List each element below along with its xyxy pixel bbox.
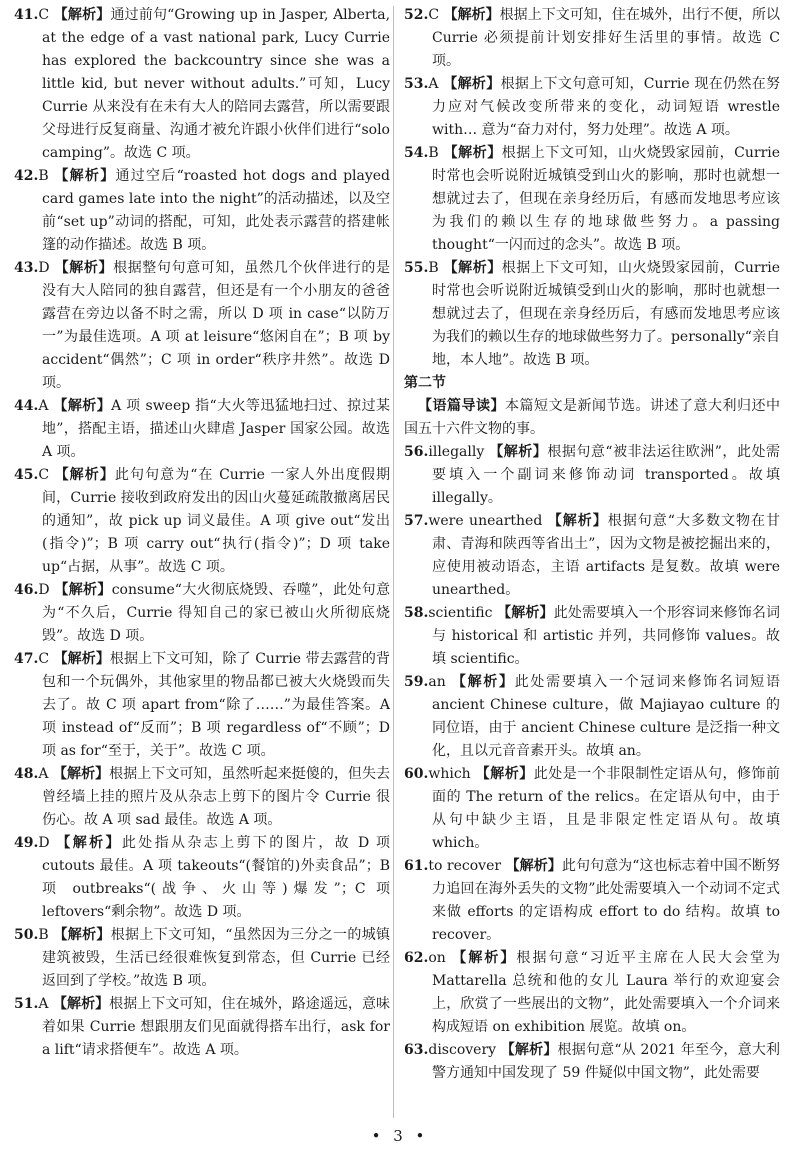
analysis-text: 根据句意“从 2021 年至今，意大利警方通知中国发现了 59 件疑似中国文物”，此处需要 bbox=[432, 1042, 781, 1081]
analysis-tag: 【解析】 bbox=[500, 1042, 558, 1058]
analysis-tag: 【解析】 bbox=[497, 605, 554, 621]
analysis-text: 根据句意“习近平主席在人民大会堂为 Mattarella 总统和他的女儿 Laura 举行的欢迎宴会上，欣赏了一些展出的文物”，此处需要填入一个介词来构成短语 on exhibition 展览。故填 on。 bbox=[432, 950, 781, 1035]
analysis-tag: 【解析】 bbox=[451, 674, 515, 690]
left-answer-list bbox=[14, 4, 390, 1062]
analysis-text: 根据上下文可知，住在城外，出行不便，所以 Currie 必须提前计划安排好生活里的事情。故选 C 项。 bbox=[432, 7, 781, 69]
answer-key: A bbox=[38, 766, 49, 782]
answer-item bbox=[404, 855, 780, 947]
answer-item bbox=[404, 142, 780, 257]
answer-key: C bbox=[38, 651, 50, 667]
question-number: 44. bbox=[14, 398, 39, 414]
answer-key: which bbox=[428, 766, 471, 782]
answer-item bbox=[404, 602, 780, 671]
answer-key: B bbox=[428, 260, 439, 276]
analysis-tag: 【解析】 bbox=[505, 858, 562, 874]
answer-key: D bbox=[38, 835, 50, 851]
right-column bbox=[404, 4, 780, 1085]
analysis-tag: 【解析】 bbox=[54, 467, 115, 483]
answer-item bbox=[14, 464, 390, 579]
answer-item bbox=[404, 671, 780, 763]
analysis-tag: 【解析】 bbox=[53, 398, 112, 414]
analysis-text: 根据上下文可知，住在城外，路途遥远，意味着如果 Currie 想跟朋友们见面就得搭车出行，ask for a lift“请求搭便车”。故选 A 项。 bbox=[42, 996, 391, 1058]
answer-key: B bbox=[428, 145, 439, 161]
analysis-text: 根据上下文句意可知，Currie 现在仍然在努力应对气候改变所带来的变化，动词短语 wrestle with… 意为“奋力对付，努力处理”。故选 A 项。 bbox=[432, 76, 781, 138]
question-number: 41. bbox=[14, 7, 39, 23]
answer-item bbox=[14, 395, 390, 464]
analysis-text: 此处需要填入一个形容词来修饰名词与 historical 和 artistic 并列，共同修饰 values。故填 scientific。 bbox=[432, 605, 781, 667]
question-number: 61. bbox=[404, 858, 429, 874]
analysis-tag: 【解析】 bbox=[56, 835, 122, 851]
analysis-tag: 【解析】 bbox=[443, 76, 501, 92]
answer-key: C bbox=[428, 7, 440, 23]
question-number: 55. bbox=[404, 260, 429, 276]
answer-item bbox=[404, 73, 780, 142]
question-number: 52. bbox=[404, 7, 429, 23]
answer-key: on bbox=[428, 950, 446, 966]
question-number: 50. bbox=[14, 927, 39, 943]
analysis-text: 此处是一个非限制性定语从句，修饰前面的 The return of the relics。在定语从句中，由于从句中缺少主语，且是非限定性定语从句。故填 which。 bbox=[432, 766, 781, 851]
question-number: 47. bbox=[14, 651, 39, 667]
question-number: 46. bbox=[14, 582, 39, 598]
analysis-text: 根据句意“大多数文物在甘肃、青海和陕西等省出土”，因为文物是被挖掘出来的，应使用被动语态，主语 artifacts 是复数。故填 were unearthed。 bbox=[432, 513, 780, 598]
analysis-tag: 【解析】 bbox=[52, 996, 110, 1012]
analysis-text: 此处需要填入一个冠词来修饰名词短语 ancient Chinese culture，做 Majiayao culture 的同位语，由于 ancient Chinese culture 是泛指一种文化，且以元音音素开头。故填 an。 bbox=[432, 674, 781, 759]
analysis-text: 通过前句“Growing up in Jasper, Alberta, at the edge of a vast national park, Lucy Currie has explored the backcountry since she was a little kid, but never without adults.”可知，Lucy Currie 从来没有在未有大人的陪同去露营，所以需要跟父母进行反复商量、沟通才被允许跟小伙伴们进行“solo camping”。故选 C 项。 bbox=[42, 7, 391, 161]
passage-guide bbox=[404, 395, 780, 441]
analysis-tag: 【解析】 bbox=[443, 7, 500, 23]
section-title: 第二节 bbox=[404, 375, 446, 391]
answer-key: were unearthed bbox=[428, 513, 543, 529]
analysis-text: A 项 sweep 指“大火等迅猛地扫过、掠过某地”，搭配主语，描述山火肆虐 Jasper 国家公园。故选 A 项。 bbox=[42, 398, 391, 460]
answer-item bbox=[14, 763, 390, 832]
question-number: 51. bbox=[14, 996, 39, 1012]
answer-key: B bbox=[38, 168, 49, 184]
analysis-tag: 【解析】 bbox=[53, 927, 111, 943]
answer-key: A bbox=[38, 996, 49, 1012]
answer-item bbox=[404, 510, 780, 602]
answer-item bbox=[404, 4, 780, 73]
question-number: 54. bbox=[404, 145, 429, 161]
analysis-tag: 【解析】 bbox=[443, 145, 502, 161]
analysis-tag: 【解析】 bbox=[547, 513, 608, 529]
analysis-text: 此处指从杂志上剪下的图片，故 D 项 cutouts 最佳。A 项 takeouts“(餐馆的)外卖食品”；B 项 outbreaks“(战争、火山等)爆发”；C 项 leftovers“剩余物”。故选 D 项。 bbox=[42, 835, 391, 920]
answer-item bbox=[14, 648, 390, 763]
answer-item bbox=[404, 257, 780, 372]
answer-key: an bbox=[428, 674, 446, 690]
analysis-tag: 【解析】 bbox=[53, 7, 111, 23]
question-number: 63. bbox=[404, 1042, 429, 1058]
analysis-tag: 【解析】 bbox=[53, 651, 110, 667]
answer-item bbox=[404, 1039, 780, 1085]
analysis-tag: 【解析】 bbox=[475, 766, 534, 782]
analysis-tag: 【解析】 bbox=[443, 260, 502, 276]
question-number: 49. bbox=[14, 835, 39, 851]
analysis-text: 通过空后“roasted hot dogs and played card games late into the night”的活动描述，以及空前“set up”动词的搭配，可知，此处表示露营的搭建帐篷的动作描述。故选 B 项。 bbox=[42, 168, 391, 253]
answer-item bbox=[14, 993, 390, 1062]
answer-key: illegally bbox=[428, 444, 485, 460]
right-answer-list-part2 bbox=[404, 441, 780, 1085]
column-divider bbox=[393, 6, 394, 1118]
answer-key: A bbox=[38, 398, 49, 414]
answer-item bbox=[14, 4, 390, 165]
analysis-text: 根据上下文可知，山火烧毁家园前，Currie 时常也会听说附近城镇受到山火的影响，那时也就想一想就过去了，但现在亲身经历后，有感而发地思考应该为我们的赖以生存的地球做些努力了。personally“亲自地，本人地”。故选 B 项。 bbox=[432, 260, 781, 368]
answer-item bbox=[404, 763, 780, 855]
answer-key: A bbox=[428, 76, 439, 92]
guide-tag: 【语篇导读】 bbox=[418, 398, 505, 414]
analysis-text: 根据上下文可知，山火烧毁家园前，Currie 时常也会听说附近城镇受到山火的影响，那时也就想一想就过去了，但现在亲身经历后，有感而发地思考应该为我们的赖以生存的地球做些努力。a passing thought“一闪而过的念头”。故选 B 项。 bbox=[432, 145, 781, 253]
question-number: 53. bbox=[404, 76, 429, 92]
question-number: 43. bbox=[14, 260, 39, 276]
answer-key: D bbox=[38, 260, 50, 276]
analysis-text: 根据整句句意可知，虽然几个伙伴进行的是没有大人陪同的独自露营，但还是有一个小朋友的爸爸露营在旁边以备不时之需，所以 D 项 in case“以防万一”为最佳选项。A 项 at leisure“悠闲自在”；B 项 by accident“偶然”；C 项 in order“秩序井然”。故选 D 项。 bbox=[42, 260, 391, 391]
question-number: 48. bbox=[14, 766, 39, 782]
analysis-text: 根据上下文可知，“虽然因为三分之一的城镇建筑被毁，生活已经很难恢复到常态，但 Currie 已经返回到了学校。”故选 B 项。 bbox=[42, 927, 391, 989]
answer-item bbox=[14, 924, 390, 993]
answer-item bbox=[14, 165, 390, 257]
answer-item bbox=[404, 947, 780, 1039]
answer-item bbox=[14, 257, 390, 395]
analysis-text: 此句句意为“这也标志着中国不断努力追回在海外丢失的文物”此处需要填入一个动词不定式来做 efforts 的定语构成 effort to do 结构。故填 to recover。 bbox=[432, 858, 781, 943]
analysis-text: 此句句意为“在 Currie 一家人外出度假期间，Currie 接收到政府发出的因山火蔓延疏散撤离居民的通知”，故 pick up 词义最佳。A 项 give out“发出(指令)”；B 项 carry out“执行(指令)”；D 项 take up“占据，从事”。故选 C 项。 bbox=[42, 467, 391, 575]
answer-key: to recover bbox=[428, 858, 502, 874]
question-number: 58. bbox=[404, 605, 429, 621]
analysis-text: 根据上下文可知，除了 Currie 带去露营的背包和一个玩偶外，其他家里的物品都已被大火烧毁而失去了。故 C 项 apart from“除了……”为最佳答案。A 项 instead of“反而”；B 项 regardless of“不顾”；D 项 as for“至于，关于”。故选 C 项。 bbox=[42, 651, 391, 759]
question-number: 42. bbox=[14, 168, 39, 184]
question-number: 56. bbox=[404, 444, 429, 460]
analysis-tag: 【解析】 bbox=[489, 444, 548, 460]
question-number: 60. bbox=[404, 766, 429, 782]
page-number: • 3 • bbox=[371, 1127, 429, 1145]
answer-key: discovery bbox=[428, 1042, 497, 1058]
analysis-tag: 【解析】 bbox=[54, 582, 112, 598]
answer-item bbox=[404, 441, 780, 510]
analysis-text: consume“大火彻底烧毁、吞噬”，此处句意为“不久后，Currie 得知自己的家已被山火所彻底烧毁”。故选 D 项。 bbox=[42, 582, 390, 644]
right-answer-list-part1 bbox=[404, 4, 780, 372]
question-number: 59. bbox=[404, 674, 429, 690]
analysis-text: 根据上下文可知，虽然听起来挺傻的，但失去曾经墙上挂的照片及从杂志上剪下的图片令 Currie 很伤心。故 A 项 sad 最佳。故选 A 项。 bbox=[42, 766, 391, 828]
answer-key: C bbox=[38, 7, 50, 23]
answer-key: D bbox=[38, 582, 50, 598]
question-number: 45. bbox=[14, 467, 39, 483]
question-number: 62. bbox=[404, 950, 429, 966]
answer-key: C bbox=[38, 467, 50, 483]
analysis-text: 根据句意“被非法运往欧洲”，此处需要填入一个副词来修饰动词 transported。故填 illegally。 bbox=[432, 444, 780, 506]
answer-item bbox=[14, 832, 390, 924]
analysis-tag: 【解析】 bbox=[54, 260, 114, 276]
left-column bbox=[14, 4, 390, 1062]
analysis-tag: 【解析】 bbox=[452, 950, 517, 966]
answer-key: B bbox=[38, 927, 49, 943]
answer-item bbox=[14, 579, 390, 648]
question-number: 57. bbox=[404, 513, 429, 529]
answer-key: scientific bbox=[428, 605, 493, 621]
guide-text: 本篇短文是新闻节选。讲述了意大利归还中国五十六件文物的事。 bbox=[404, 398, 780, 437]
analysis-tag: 【解析】 bbox=[52, 766, 110, 782]
analysis-tag: 【解析】 bbox=[54, 168, 116, 184]
